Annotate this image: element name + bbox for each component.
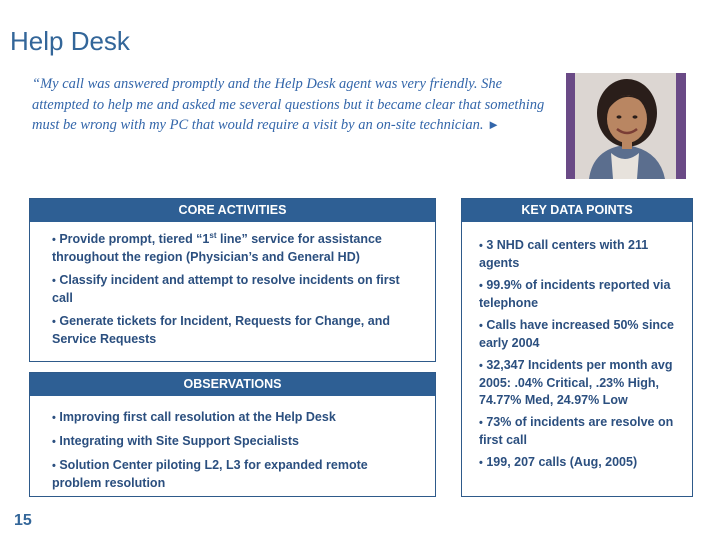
bullet-icon: •: [52, 234, 56, 246]
agent-photo: [566, 73, 686, 179]
person-portrait-icon: [575, 73, 676, 179]
observations-heading: OBSERVATIONS: [30, 373, 435, 396]
page-number: 15: [14, 512, 32, 529]
bullet-icon: •: [479, 457, 483, 469]
list-item-text: Provide prompt, tiered “1: [59, 232, 210, 246]
slide-title: Help Desk: [10, 26, 130, 56]
list-item-text: 73% of incidents are resolve on first call: [479, 415, 674, 447]
core-activities-heading: CORE ACTIVITIES: [30, 199, 435, 222]
list-item-text: Calls have increased 50% since early 2004: [479, 318, 674, 350]
list-item: [479, 237, 682, 272]
list-item-text: Generate tickets for Incident, Requests for Change, and Service Requests: [52, 314, 390, 346]
list-item: [479, 277, 682, 312]
list-item-text: 3 NHD call centers with 211 agents: [479, 238, 649, 270]
list-item-text: Improving first call resolution at the Help Desk: [59, 410, 336, 424]
testimonial-quote: [32, 74, 552, 136]
observations-panel: [29, 372, 436, 497]
key-data-points-list: [462, 222, 692, 472]
bullet-icon: •: [479, 240, 483, 252]
list-item-text: 199, 207 calls (Aug, 2005): [486, 455, 638, 469]
key-data-points-heading: KEY DATA POINTS: [462, 199, 692, 222]
bullet-icon: •: [479, 360, 483, 372]
list-item: [52, 409, 417, 427]
bullet-icon: •: [52, 275, 56, 287]
list-item-text: Classify incident and attempt to resolve incidents on first call: [52, 273, 400, 305]
core-activities-panel: [29, 198, 436, 362]
list-item: [52, 313, 417, 348]
list-item: [479, 454, 682, 472]
bullet-icon: •: [52, 436, 56, 448]
bullet-icon: •: [479, 417, 483, 429]
list-item: [52, 272, 417, 307]
quote-text: “My call was answered promptly and the Help Desk agent was very friendly. She attempted to help me and asked me several questions but it became clear that something must be wrong with my PC that would require a visit by an on-site technician.: [32, 76, 545, 133]
list-item-text: Solution Center piloting L2, L3 for expanded remote problem resolution: [52, 458, 368, 490]
list-item: [52, 231, 417, 266]
agent-photo-image: [575, 73, 676, 179]
bullet-icon: •: [52, 412, 56, 424]
list-item: [52, 457, 417, 492]
observations-list: [30, 396, 435, 492]
play-arrow-icon: ►: [487, 117, 500, 132]
bullet-icon: •: [52, 460, 56, 472]
list-item: [479, 317, 682, 352]
list-item: [479, 414, 682, 449]
bullet-icon: •: [52, 316, 56, 328]
list-item: [52, 433, 417, 451]
superscript-text: st: [209, 230, 217, 240]
list-item-text: 99.9% of incidents reported via telephone: [479, 278, 671, 310]
list-item-text: line” service for assistance throughout the region (Physician’s and General HD): [52, 232, 382, 264]
list-item: [479, 357, 682, 409]
key-data-points-panel: [461, 198, 693, 497]
bullet-icon: •: [479, 320, 483, 332]
list-item-text: Integrating with Site Support Specialists: [59, 434, 299, 448]
bullet-icon: •: [479, 280, 483, 292]
list-item-text: 32,347 Incidents per month avg 2005: .04% Critical, .23% High, 74.77% Med, 24.97% Low: [479, 358, 673, 407]
core-activities-list: [30, 222, 435, 348]
